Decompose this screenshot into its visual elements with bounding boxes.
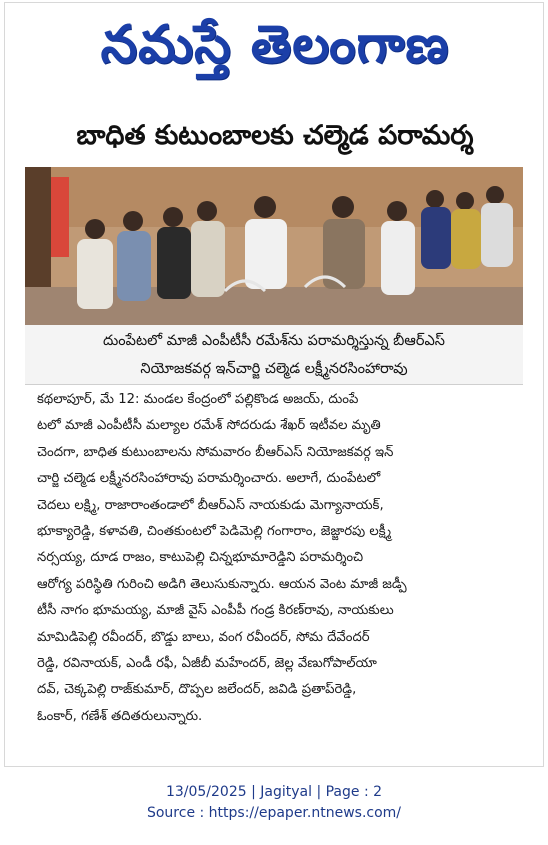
body-line: ఓంకార్‌, గణేశ్‌ తదితరులున్నారు. <box>37 708 203 724</box>
body-line: ఆరోగ్య పరిస్థితి గురించి అడిగి తెలుసుకున్నారు. ఆయన వెంట మాజీ జడ్పీ <box>37 576 407 592</box>
body-line: టీసీ నాగం భూమయ్య, మాజీ వైస్‌ ఎంపీపీ గండ్ర కిరణ్‌రావు, నాయకులు <box>37 603 394 619</box>
newspaper-masthead: నమస్తే తెలంగాణ <box>100 15 450 75</box>
body-line: భూక్యారెడ్డి, కళావతి, చింతకుంటలో పెడిమెల్లి గంగారాం, జెజ్జారపు లక్ష్మీ <box>37 524 392 540</box>
caption-line: నియోజకవర్గ ఇన్‌చార్జి చల్మెడ లక్ష్మీనరసింహారావు <box>140 361 408 377</box>
body-line: చెదలు లక్ష్మి, రాజారాంతండాలో బీఆర్‌ఎస్‌ నాయకుడు మెగ్యానాయక్‌, <box>37 497 384 513</box>
edition-info: 13/05/2025 | Jagityal | Page : 2 <box>165 784 383 800</box>
newspaper-clipping <box>4 2 544 767</box>
source-link[interactable]: Source : https://epaper.ntnews.com/ <box>146 805 402 821</box>
body-line: టలో మాజీ ఎంపీటీసీ మల్యాల రమేశ్‌ సోదరుడు శేఖర్‌ ఇటీవల మృతి <box>37 418 381 434</box>
body-line: నర్సయ్య, దూడ రాజం, కాటుపెల్లి చిన్నభూమారెడ్డిని పరామర్శించి <box>37 550 364 566</box>
body-line: రెడ్డి, రవినాయక్‌, ఎండీ రఫీ, ఏజీబీ మహేందర్‌, జెల్ల వేణుగోపాల్‌యా <box>37 656 377 672</box>
page-footer <box>0 782 548 824</box>
caption-line: దుంపేటలో మాజీ ఎంపీటీసీ రమేశ్‌ను పరామర్శిస్తున్న బీఆర్‌ఎస్ <box>103 333 445 349</box>
article-photo <box>25 167 523 325</box>
article-headline: బాధిత కుటుంబాలకు చల్మెడ పరామర్శ <box>76 120 474 151</box>
article-body <box>37 387 527 730</box>
body-line: చార్జి చల్మెడ లక్ష్మీనరసింహారావు పరామర్శించారు. అలాగే, దుంపేటలో <box>37 471 381 487</box>
body-line: దవ్‌, చెక్కపెల్లి రాజ్‌కుమార్‌, దొప్పల జలేందర్‌, జవిడి ప్రతాప్‌రెడ్డి, <box>37 682 357 698</box>
body-line: మామిడిపెల్లి రవీందర్‌, బొడ్డు బాలు, వంగ రవీందర్‌, సోమ దేవేందర్‌ <box>37 629 370 645</box>
body-line: కథలాపూర్‌, మే 12: మండల కేంద్రంలో పల్లికొండ అజయ్‌, దుంపే <box>37 392 359 407</box>
photo-caption <box>25 325 523 385</box>
body-line: చెందగా, బాధిత కుటుంబాలను సోమవారం బీఆర్‌ఎస్‌ నియోజకవర్గ ఇన్‌ <box>37 444 394 460</box>
